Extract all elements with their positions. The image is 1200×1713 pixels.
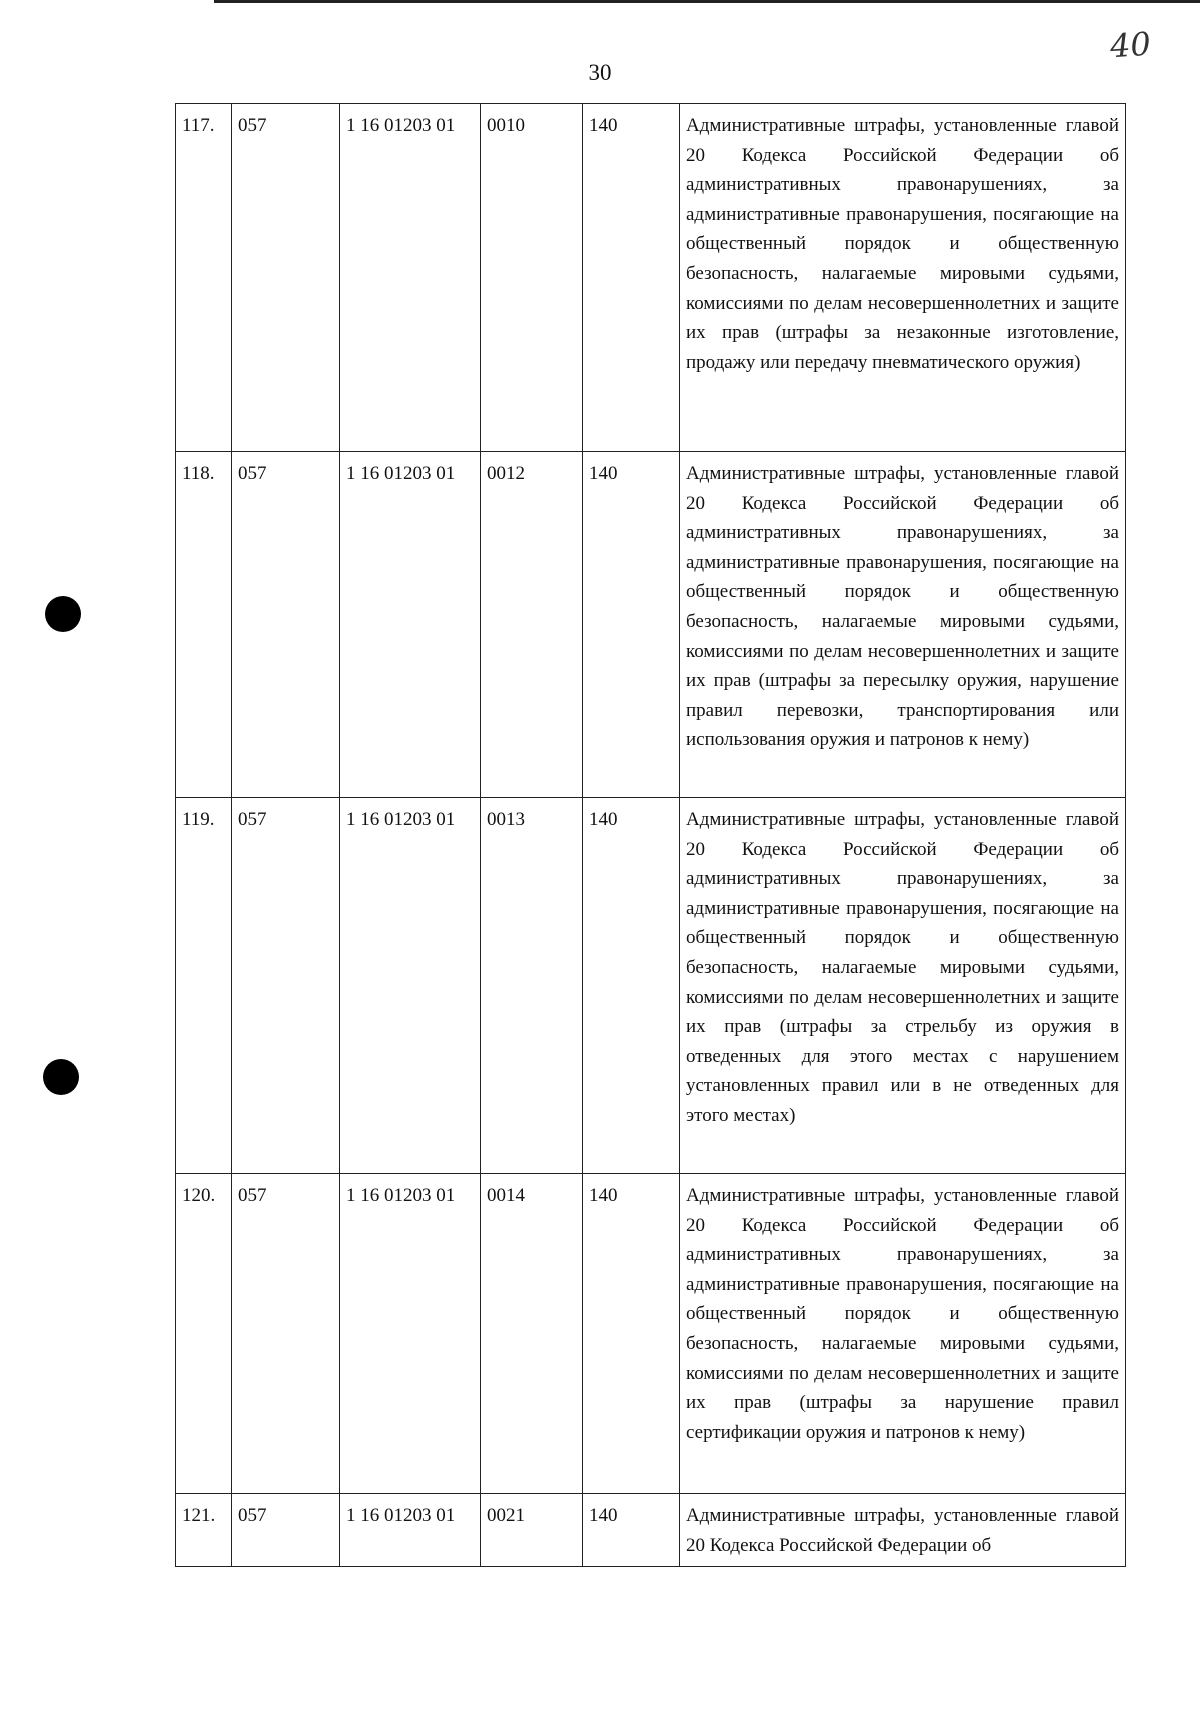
- kbk-code: 1 16 01203 01: [340, 1494, 481, 1567]
- subcode: 0010: [481, 104, 583, 452]
- table-row: [176, 1174, 1126, 1494]
- admin-code: 057: [232, 798, 340, 1174]
- table-row: [176, 1494, 1126, 1567]
- subcode: 0012: [481, 452, 583, 798]
- subcode: 0014: [481, 1174, 583, 1494]
- row-number: 121.: [176, 1494, 232, 1567]
- kosgu-code: 140: [583, 104, 680, 452]
- table-row: [176, 104, 1126, 452]
- admin-code: 057: [232, 452, 340, 798]
- row-number: 118.: [176, 452, 232, 798]
- table-row: [176, 452, 1126, 798]
- table-row: [176, 798, 1126, 1174]
- kosgu-code: 140: [583, 1174, 680, 1494]
- kosgu-code: 140: [583, 452, 680, 798]
- admin-code: 057: [232, 1174, 340, 1494]
- revenue-description: Административные штрафы, установленные главой 20 Кодекса Российской Федерации об административных правонарушениях, за административные правонарушения, посягающие на общественный порядок и общественную безопасность, налагаемые мировыми судьями, комиссиями по делам несовершеннолетних и защите их прав (штрафы за нарушение правил сертификации оружия и патронов к нему): [680, 1174, 1126, 1494]
- punch-hole: [43, 1059, 79, 1095]
- kbk-code: 1 16 01203 01: [340, 104, 481, 452]
- kbk-code: 1 16 01203 01: [340, 798, 481, 1174]
- row-number: 117.: [176, 104, 232, 452]
- top-border-line: [214, 0, 1200, 3]
- page-number: 30: [588, 60, 612, 85]
- kosgu-code: 140: [583, 1494, 680, 1567]
- kbk-code: 1 16 01203 01: [340, 452, 481, 798]
- subcode: 0021: [481, 1494, 583, 1567]
- revenue-description: Административные штрафы, установленные главой 20 Кодекса Российской Федерации об административных правонарушениях, за административные правонарушения, посягающие на общественный порядок и общественную безопасность, налагаемые мировыми судьями, комиссиями по делам несовершеннолетних и защите их прав (штрафы за незаконные изготовление, продажу или передачу пневматического оружия): [680, 104, 1126, 452]
- revenue-description: Административные штрафы, установленные главой 20 Кодекса Российской Федерации об: [680, 1494, 1126, 1567]
- admin-code: 057: [232, 1494, 340, 1567]
- revenue-description: Административные штрафы, установленные главой 20 Кодекса Российской Федерации об административных правонарушениях, за административные правонарушения, посягающие на общественный порядок и общественную безопасность, налагаемые мировыми судьями, комиссиями по делам несовершеннолетних и защите их прав (штрафы за стрельбу из оружия в отведенных для этого местах с нарушением установленных правил или в не отведенных для этого местах): [680, 798, 1126, 1174]
- punch-hole: [45, 596, 81, 632]
- admin-code: 057: [232, 104, 340, 452]
- kbk-code: 1 16 01203 01: [340, 1174, 481, 1494]
- subcode: 0013: [481, 798, 583, 1174]
- revenue-description: Административные штрафы, установленные главой 20 Кодекса Российской Федерации об административных правонарушениях, за административные правонарушения, посягающие на общественный порядок и общественную безопасность, налагаемые мировыми судьями, комиссиями по делам несовершеннолетних и защите их прав (штрафы за пересылку оружия, нарушение правил перевозки, транспортирования или использования оружия и патронов к нему): [680, 452, 1126, 798]
- handwritten-sheet-number: 40: [1108, 24, 1152, 66]
- row-number: 119.: [176, 798, 232, 1174]
- row-number: 120.: [176, 1174, 232, 1494]
- budget-codes-table: [175, 103, 1126, 1567]
- kosgu-code: 140: [583, 798, 680, 1174]
